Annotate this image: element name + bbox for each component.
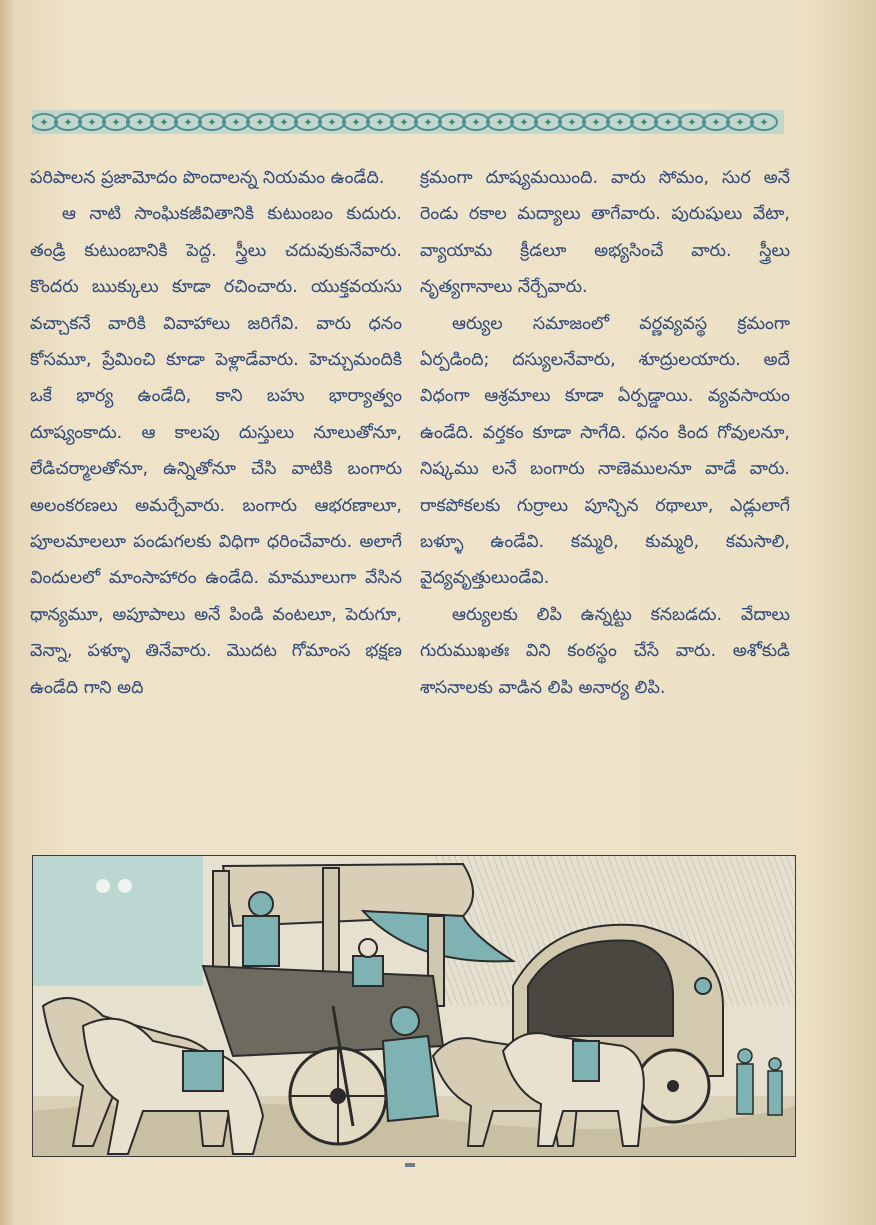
svg-text:✦: ✦	[687, 116, 697, 129]
svg-text:✦: ✦	[591, 116, 601, 129]
svg-text:✦: ✦	[471, 116, 481, 129]
svg-text:✦: ✦	[423, 116, 433, 129]
svg-text:✦: ✦	[303, 116, 313, 129]
svg-text:✦: ✦	[111, 116, 121, 129]
chariot-illustration	[32, 855, 796, 1157]
svg-text:✦: ✦	[759, 116, 769, 129]
svg-text:✦: ✦	[543, 116, 553, 129]
left-column	[30, 160, 402, 706]
svg-text:✦: ✦	[183, 116, 193, 129]
svg-text:✦: ✦	[63, 116, 73, 129]
page-mark	[405, 1163, 415, 1167]
svg-text:✦: ✦	[519, 116, 529, 129]
svg-text:✦: ✦	[375, 116, 385, 129]
svg-text:✦: ✦	[351, 116, 361, 129]
svg-text:✦: ✦	[279, 116, 289, 129]
svg-text:✦: ✦	[639, 116, 649, 129]
right-column	[420, 160, 790, 706]
svg-text:✦: ✦	[735, 116, 745, 129]
svg-text:✦: ✦	[135, 116, 145, 129]
left-paragraph-2: ఆ నాటి సాంఘికజీవితానికి కుటుంబం కుదురు. తండ్రి కుటుంబానికి పెద్ద. స్త్రీలు చదువుకునేవారు. కొందరు ఋక్కులు కూడా రచించారు. యుక్తవయసు వచ్చాకనే వారికి వివాహాలు జరిగేవి. వారు ధనం కోసమూ, ప్రేమించి కూడా పెళ్లాడేవారు. హెచ్చుమందికి ఒకే భార్య ఉండేది, కాని బహు భార్యాత్వం దూష్యంకాదు. ఆ కాలపు దుస్తులు నూలుతోనూ, లేడిచర్మాలతోనూ, ఉన్నితోనూ చేసి వాటికి బంగారు అలంకరణలు అమర్చేవారు. బంగారు ఆభరణాలూ, పూలమాలలూ పండుగలకు విధిగా ధరించేవారు. అలాగే విందులలో మాంసాహారం ఉండేది. మామూలుగా వేసిన ధాన్యమూ, అపూపాలు అనే పిండి వంటలూ, పెరుగూ, వెన్నా, పళ్ళూ తినేవారు. మొదట గోమాంస భక్షణ ఉండేది గాని అది	[30, 204, 402, 698]
svg-text:✦: ✦	[231, 116, 241, 129]
svg-text:✦: ✦	[39, 116, 49, 129]
svg-text:✦: ✦	[495, 116, 505, 129]
svg-text:✦: ✦	[615, 116, 625, 129]
decorative-border	[32, 104, 784, 140]
svg-text:✦: ✦	[207, 116, 217, 129]
svg-text:✦: ✦	[159, 116, 169, 129]
right-paragraph-3: ఆర్యులకు లిపి ఉన్నట్టు కనబడదు. వేదాలు గురుముఖతః విని కంఠస్థం చేసే వారు. అశోకుడి శాసనాలకు వాడిన లిపి అనార్య లిపి.	[420, 604, 790, 698]
left-paragraph-1: పరిపాలన ప్రజామోదం పొందాలన్న నియమం ఉండేది.	[30, 168, 385, 188]
svg-text:✦: ✦	[399, 116, 409, 129]
svg-text:✦: ✦	[567, 116, 577, 129]
right-paragraph-1: క్రమంగా దూష్యమయింది. వారు సోమం, సుర అనే రెండు రకాల మద్యాలు తాగేవారు. పురుషులు వేటా, వ్యాయామ క్రీడలూ అభ్యసించే వారు. స్త్రీలు నృత్యగానాలు నేర్చేవారు.	[420, 168, 790, 298]
svg-text:✦: ✦	[711, 116, 721, 129]
svg-text:✦: ✦	[87, 116, 97, 129]
svg-text:✦: ✦	[663, 116, 673, 129]
right-paragraph-2: ఆర్యుల సమాజంలో వర్ణవ్యవస్థ క్రమంగా ఏర్పడింది; దస్యులనేవారు, శూద్రులయారు. అదే విధంగా ఆశ్రమాలు కూడా ఏర్పడ్డాయి. వ్యవసాయం ఉండేది. వర్తకం కూడా సాగేది. ధనం కింద గోవులనూ, నిష్కము లనే బంగారు నాణెములనూ వాడే వారు. రాకపోకలకు గుర్రాలు పూన్చిన రథాలూ, ఎడ్లులాగే బళ్ళూ ఉండేవి. కమ్మరి, కుమ్మరి, కమసాలి, వైద్యవృత్తులుండేవి.	[420, 313, 790, 589]
svg-text:✦: ✦	[327, 116, 337, 129]
svg-text:✦: ✦	[255, 116, 265, 129]
svg-text:✦: ✦	[447, 116, 457, 129]
